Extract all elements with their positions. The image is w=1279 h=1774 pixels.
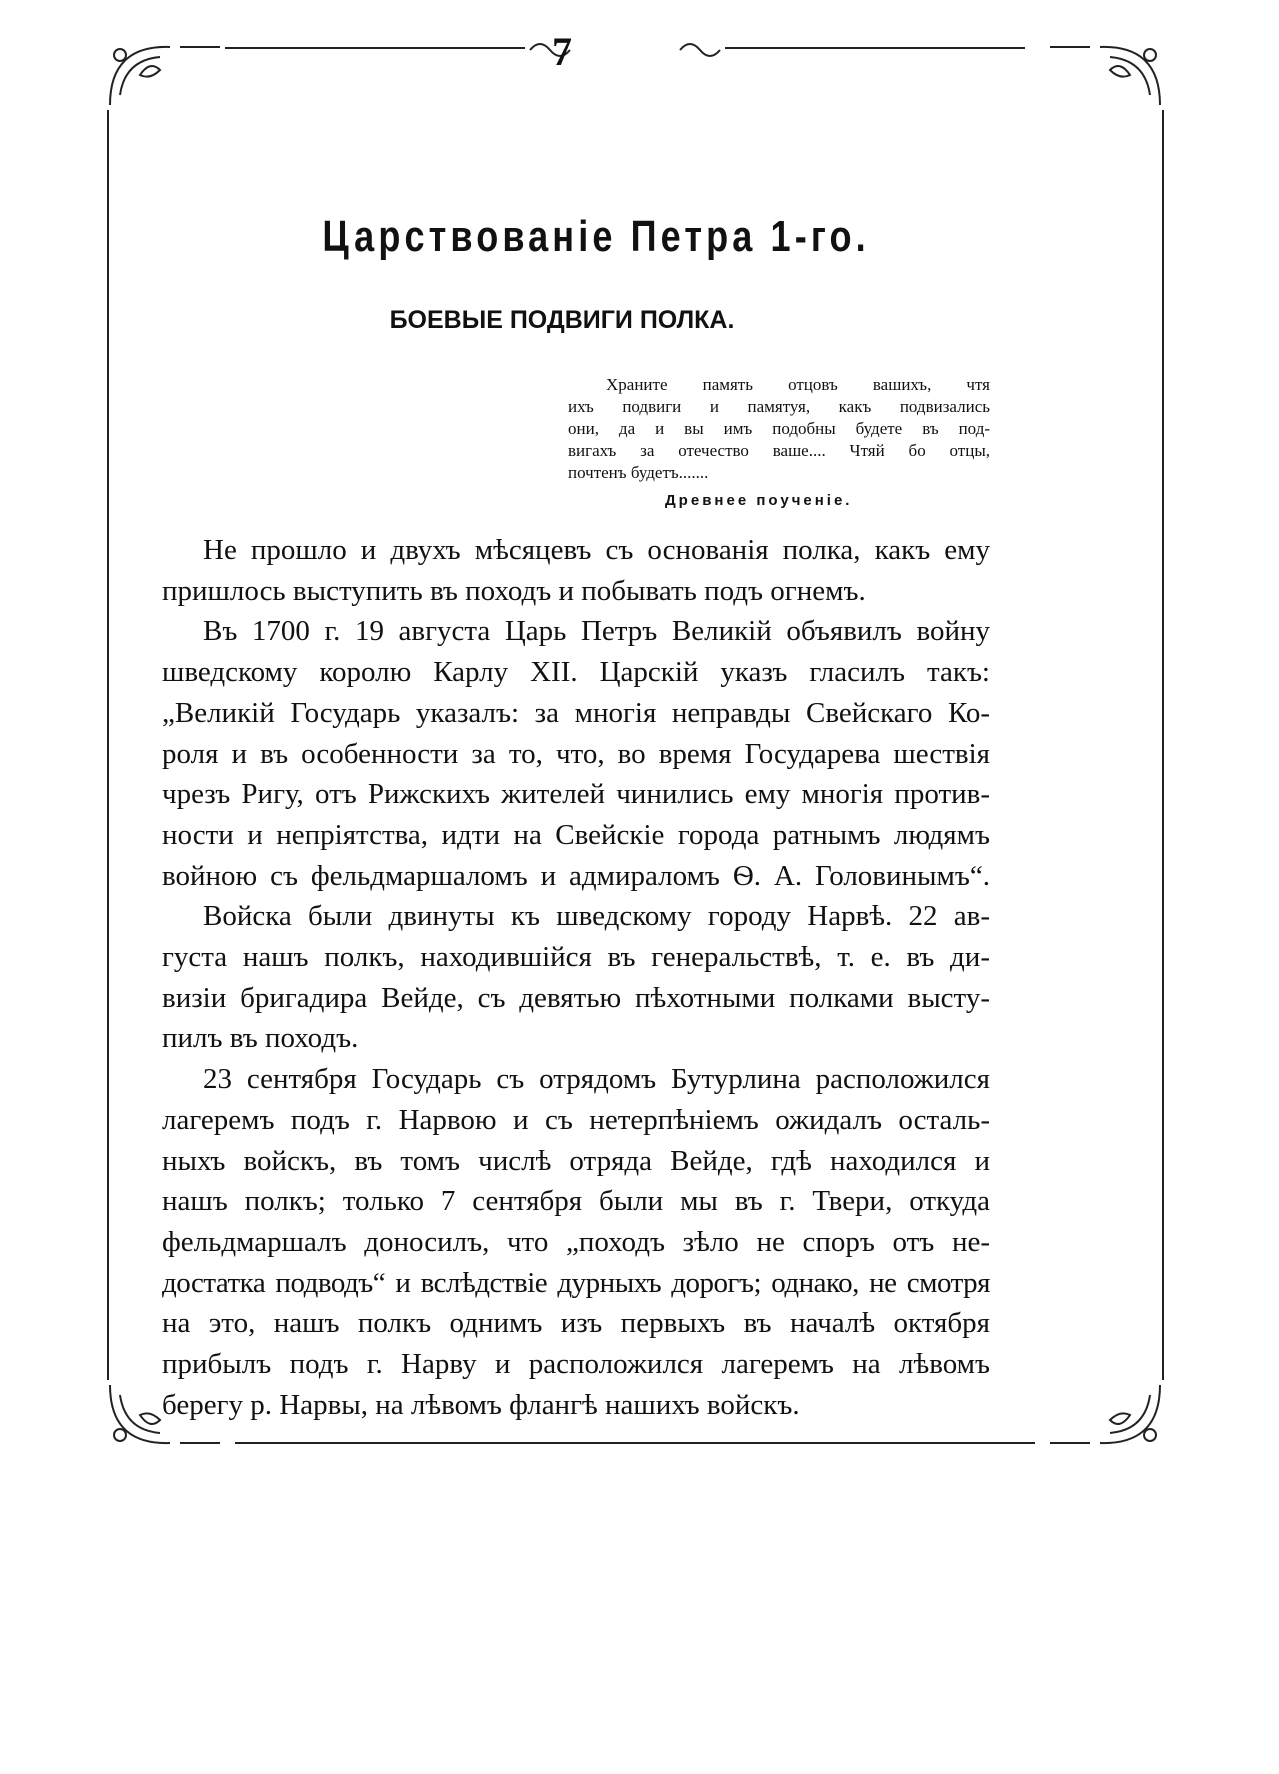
epigraph-line: ихъ подвиги и памятуя, какъ подвизались [568,397,990,416]
body-line: Въ 1700 г. 19 августа Царь Петръ Великій объявилъ войну [203,615,990,648]
body-line: ныхъ войскъ, въ томъ числѣ отряда Вейде, гдѣ находился и [162,1144,990,1177]
body-line: „Великій Государь указалъ: за многія неправды Свейскаго Ко- [162,696,990,729]
body-line: на это, нашъ полкъ однимъ изъ первыхъ въ началѣ октября [162,1307,990,1340]
body-line: пришлось выступить въ походъ и побывать подъ огнемъ. [162,574,866,607]
corner-ornament-icon [1040,35,1170,115]
page-number: 7 [552,29,572,74]
frame-bottom-rule [235,1442,1035,1444]
body-line: чрезъ Ригу, отъ Рижскихъ жителей чинились ему многія против- [162,778,990,811]
chapter-title: Царствованіе Петра 1-го. [322,212,870,261]
body-line: Не прошло и двухъ мѣсяцевъ съ основанія полка, какъ ему [203,534,990,566]
body-line: густа нашъ полкъ, находившійся въ генеральствѣ, т. е. въ ди- [162,941,990,974]
body-line: пилъ въ походъ. [162,1022,359,1055]
corner-ornament-icon [100,35,230,115]
body-line: нашъ полкъ; только 7 сентября были мы въ г. Твери, откуда [162,1185,990,1218]
frame-top-right-rule [725,47,1025,49]
epigraph [568,374,990,484]
chapter-subtitle: БОЕВЫЕ ПОДВИГИ ПОЛКА. [389,306,735,334]
body-line: лагеремъ подъ г. Нарвою и съ нетерпѣніемъ ожидалъ осталь- [162,1103,990,1136]
body-text [162,530,990,1425]
epigraph-line: почтенъ будетъ....... [568,463,709,482]
epigraph-source: Древнее поученіе. [665,492,853,509]
body-line: войною съ фельдмаршаломъ и адмираломъ Ѳ. А. Головинымъ“. [162,859,990,892]
epigraph-line: они, да и вы имъ подобны будете въ под- [568,419,990,438]
body-line: ности и непріятства, идти на Свейскіе города ратнымъ людямъ [162,818,990,851]
corner-ornament-icon [1040,1375,1170,1455]
frame-right-rule [1162,110,1164,1380]
body-line: Войска были двинуты къ шведскому городу Нарвѣ. 22 ав- [203,900,990,933]
epigraph-line: вигахъ за отечество ваше.... Чтяй бо отцы, [568,441,990,460]
body-line: роля и въ особенности за то, что, во время Государева шествія [162,737,990,770]
frame-left-rule [107,110,109,1380]
body-line: шведскому королю Карлу XII. Царскій указъ гласилъ такъ: [162,656,990,689]
epigraph-line: Храните память отцовъ вашихъ, чтя [606,375,990,394]
frame-top-left-rule [225,47,525,49]
body-line: 23 сентября Государь съ отрядомъ Бутурлина расположился [203,1063,990,1096]
body-line: визіи бригадира Вейде, съ девятью пѣхотными полками высту- [162,981,990,1014]
body-line: берегу р. Нарвы, на лѣвомъ флангѣ нашихъ войскъ. [162,1388,800,1421]
body-line: достатка подводъ“ и вслѣдствіе дурныхъ дорогъ; однако, не смотря [162,1266,990,1299]
body-line: прибылъ подъ г. Нарву и расположился лагеремъ на лѣвомъ [162,1348,990,1381]
body-line: фельдмаршалъ доносилъ, что „походъ зѣло не споръ отъ не- [162,1225,990,1258]
